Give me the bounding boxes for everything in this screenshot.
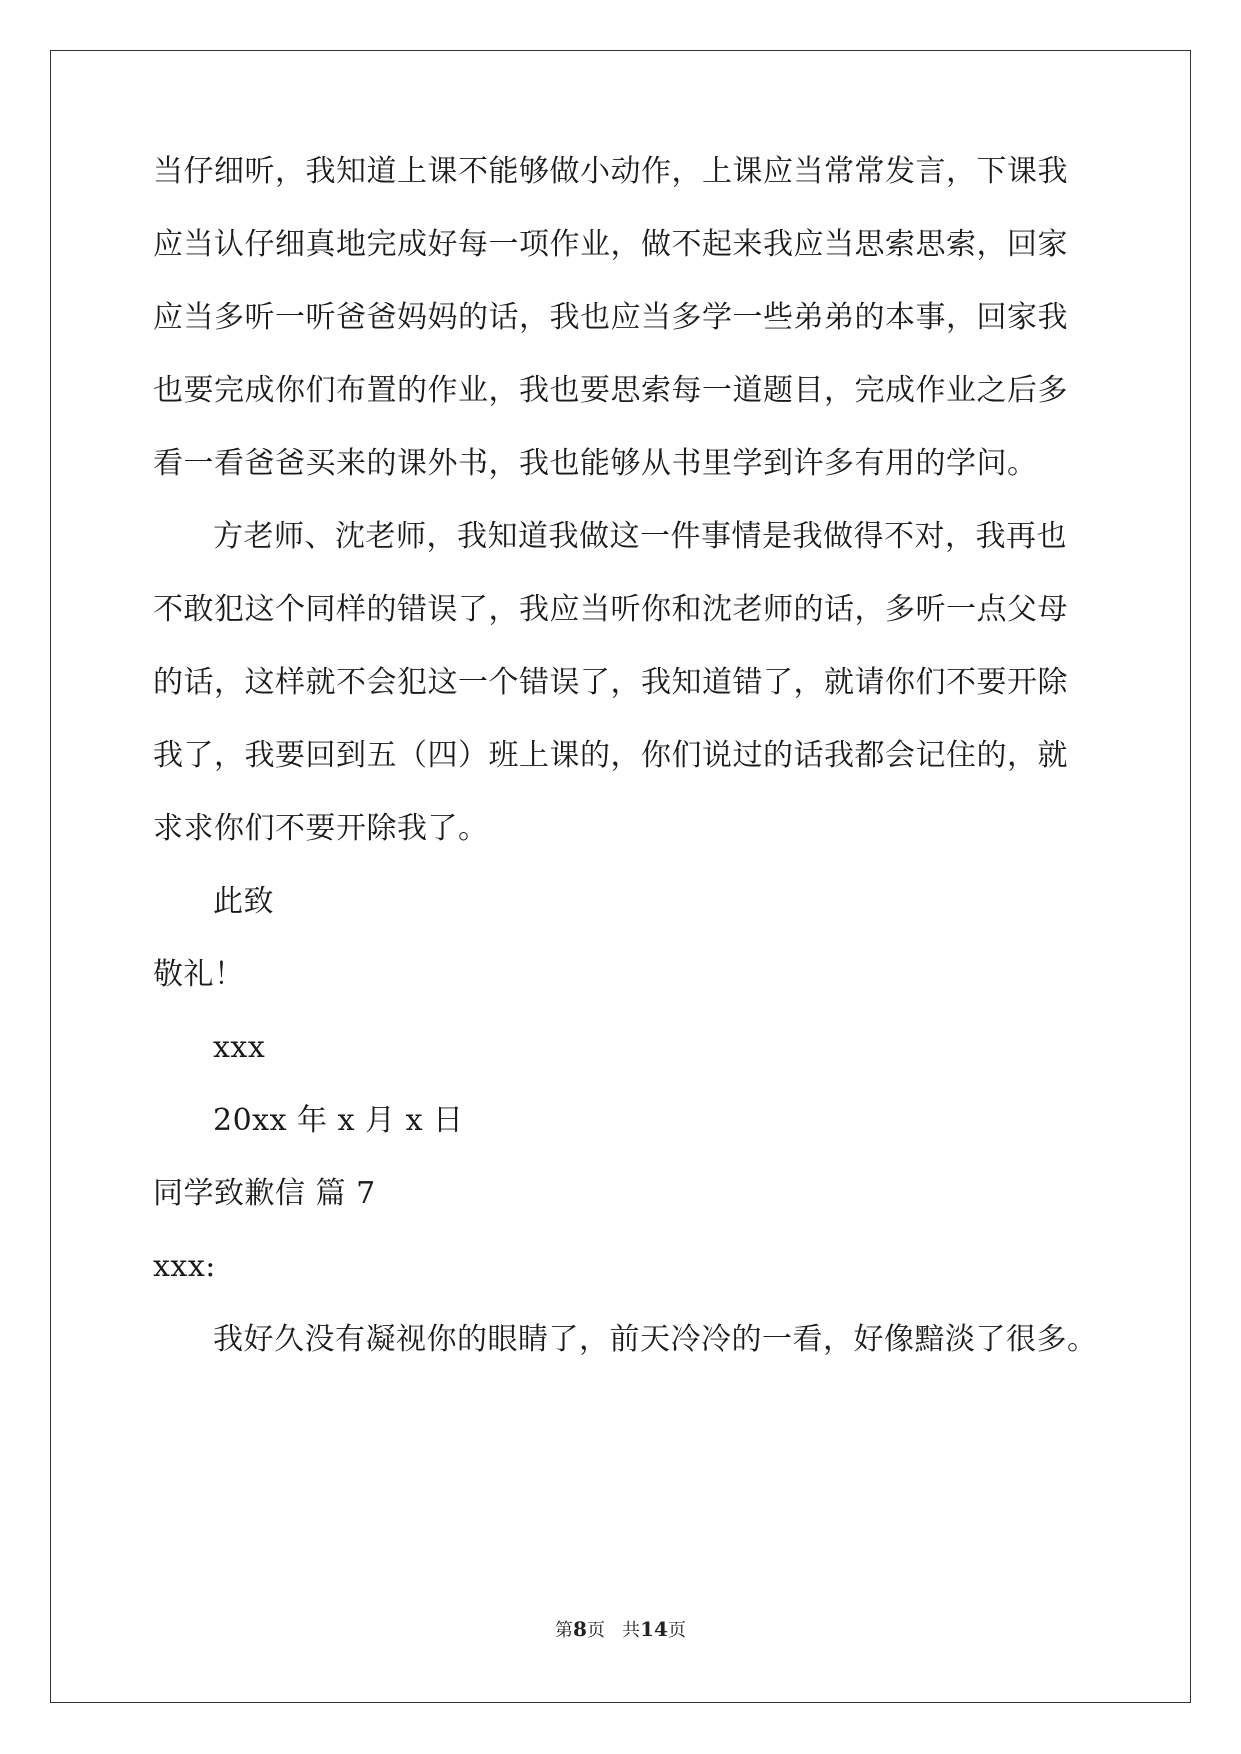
text-line: 看一看爸爸买来的课外书，我也能够从书里学到许多有用的学问。: [153, 446, 1038, 481]
text-line: 应当认仔细真地完成好每一项作业，做不起来我应当思索思索，回家: [153, 227, 1068, 262]
page-prefix: 第: [555, 1620, 574, 1641]
signature: xxx: [213, 1030, 266, 1065]
page-footer: [0, 1617, 1241, 1643]
date: 20xx 年 x 月 x 日: [213, 1103, 464, 1138]
salutation-closing: 此致: [213, 884, 274, 919]
section-heading: 同学致歉信 篇 7: [153, 1176, 376, 1211]
total-prefix: 共: [622, 1620, 641, 1641]
text-line: 我好久没有凝视你的眼睛了，前天冷冷的一看，好像黯淡了很多。: [213, 1322, 1098, 1357]
salutation-respect: 敬礼！: [153, 957, 245, 992]
page-number: 8: [573, 1617, 587, 1641]
recipient: xxx:: [153, 1249, 216, 1284]
page-suffix: 页: [586, 1620, 605, 1641]
text-line: 应当多听一听爸爸妈妈的话，我也应当多学一些弟弟的本事，回家我: [153, 300, 1068, 335]
text-line: 当仔细听，我知道上课不能够做小动作，上课应当常常发言，下课我: [153, 154, 1068, 189]
text-line: 我了，我要回到五（四）班上课的，你们说过的话我都会记住的，就: [153, 738, 1068, 773]
total-pages: 14: [640, 1617, 668, 1641]
text-line: 求求你们不要开除我了。: [153, 811, 489, 846]
total-suffix: 页: [667, 1620, 686, 1641]
text-line: 的话，这样就不会犯这一个错误了，我知道错了，就请你们不要开除: [153, 665, 1068, 700]
text-line: 不敢犯这个同样的错误了，我应当听你和沈老师的话，多听一点父母: [153, 592, 1068, 627]
text-line: 方老师、沈老师，我知道我做这一件事情是我做得不对，我再也: [213, 519, 1067, 554]
text-line: 也要完成你们布置的作业，我也要思索每一道题目，完成作业之后多: [153, 373, 1068, 408]
